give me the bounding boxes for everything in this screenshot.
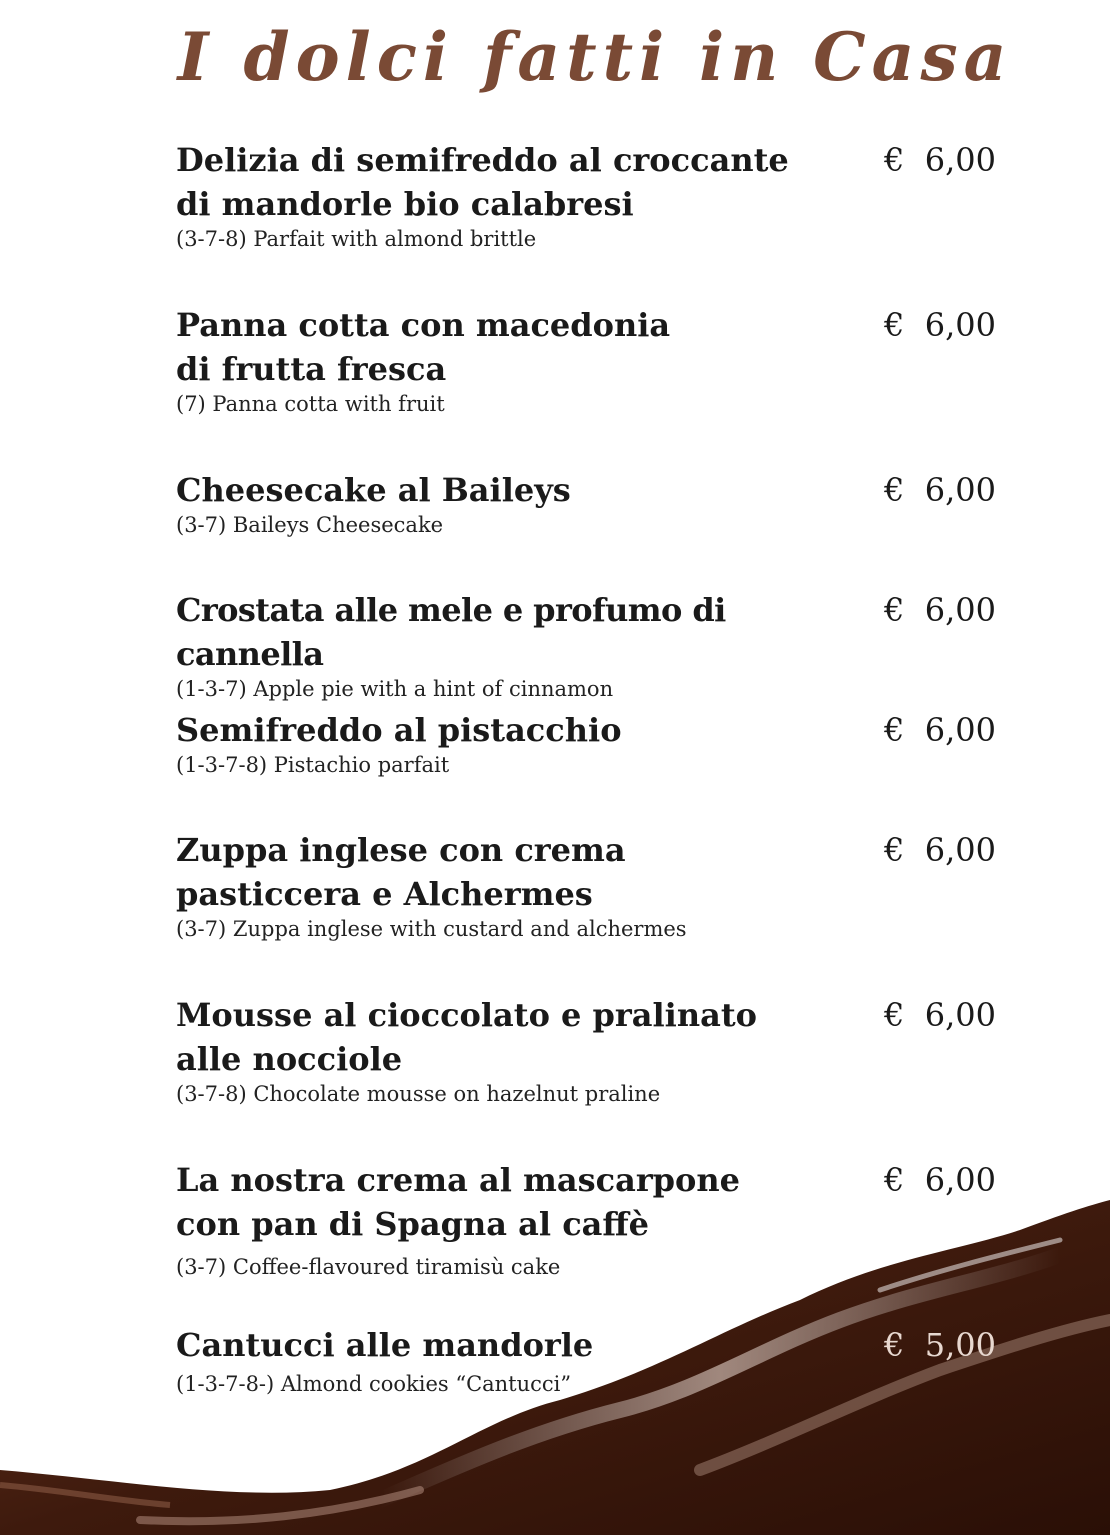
- item-price: € 6,00: [884, 711, 996, 749]
- item-description: (3-7) Zuppa inglese with custard and alchermes: [176, 917, 687, 941]
- item-description: (3-7) Baileys Cheesecake: [176, 513, 444, 537]
- item-name: Zuppa inglese con crema pasticcera e Alchermes: [176, 831, 626, 913]
- item-name: Delizia di semifreddo al croccante di mandorle bio calabresi: [176, 141, 789, 223]
- item-price: € 6,00: [884, 1161, 996, 1199]
- item-description: (1-3-7-8-) Almond cookies “Cantucci”: [176, 1372, 572, 1396]
- item-price: € 6,00: [884, 471, 996, 509]
- item-price: € 6,00: [884, 831, 996, 869]
- item-name: La nostra crema al mascarpone con pan di Spagna al caffè: [176, 1161, 741, 1243]
- dessert-menu-list: [176, 138, 996, 1413]
- menu-item: [176, 993, 996, 1158]
- menu-item: [176, 1158, 996, 1323]
- item-price: € 5,00: [884, 1326, 996, 1364]
- menu-item: [176, 303, 996, 468]
- item-price: € 6,00: [884, 141, 996, 179]
- item-name: Cantucci alle mandorle: [176, 1326, 594, 1364]
- menu-item: [176, 588, 996, 708]
- item-description: (3-7-8) Chocolate mousse on hazelnut praline: [176, 1082, 661, 1106]
- item-price: € 6,00: [884, 306, 996, 344]
- menu-item: [176, 468, 996, 588]
- item-name: Mousse al cioccolato e pralinato alle nocciole: [176, 996, 757, 1078]
- item-description: (1-3-7-8) Pistachio parfait: [176, 753, 450, 777]
- item-name: Crostata alle mele e profumo di cannella: [176, 591, 726, 673]
- menu-item: [176, 708, 996, 828]
- item-name: Cheesecake al Baileys: [176, 471, 571, 509]
- menu-item: [176, 138, 996, 303]
- item-description: (1-3-7) Apple pie with a hint of cinnamon: [176, 677, 614, 701]
- item-price: € 6,00: [884, 996, 996, 1034]
- page-title: I dolci fatti in Casa: [177, 18, 1013, 96]
- menu-item: [176, 1323, 996, 1413]
- item-description: (3-7-8) Parfait with almond brittle: [176, 227, 537, 251]
- item-name: Semifreddo al pistacchio: [176, 711, 622, 749]
- item-name: Panna cotta con macedonia di frutta fresca: [176, 306, 671, 388]
- item-description: (3-7) Coffee-flavoured tiramisù cake: [176, 1255, 561, 1279]
- item-price: € 6,00: [884, 591, 996, 629]
- menu-item: [176, 828, 996, 993]
- item-description: (7) Panna cotta with fruit: [176, 392, 445, 416]
